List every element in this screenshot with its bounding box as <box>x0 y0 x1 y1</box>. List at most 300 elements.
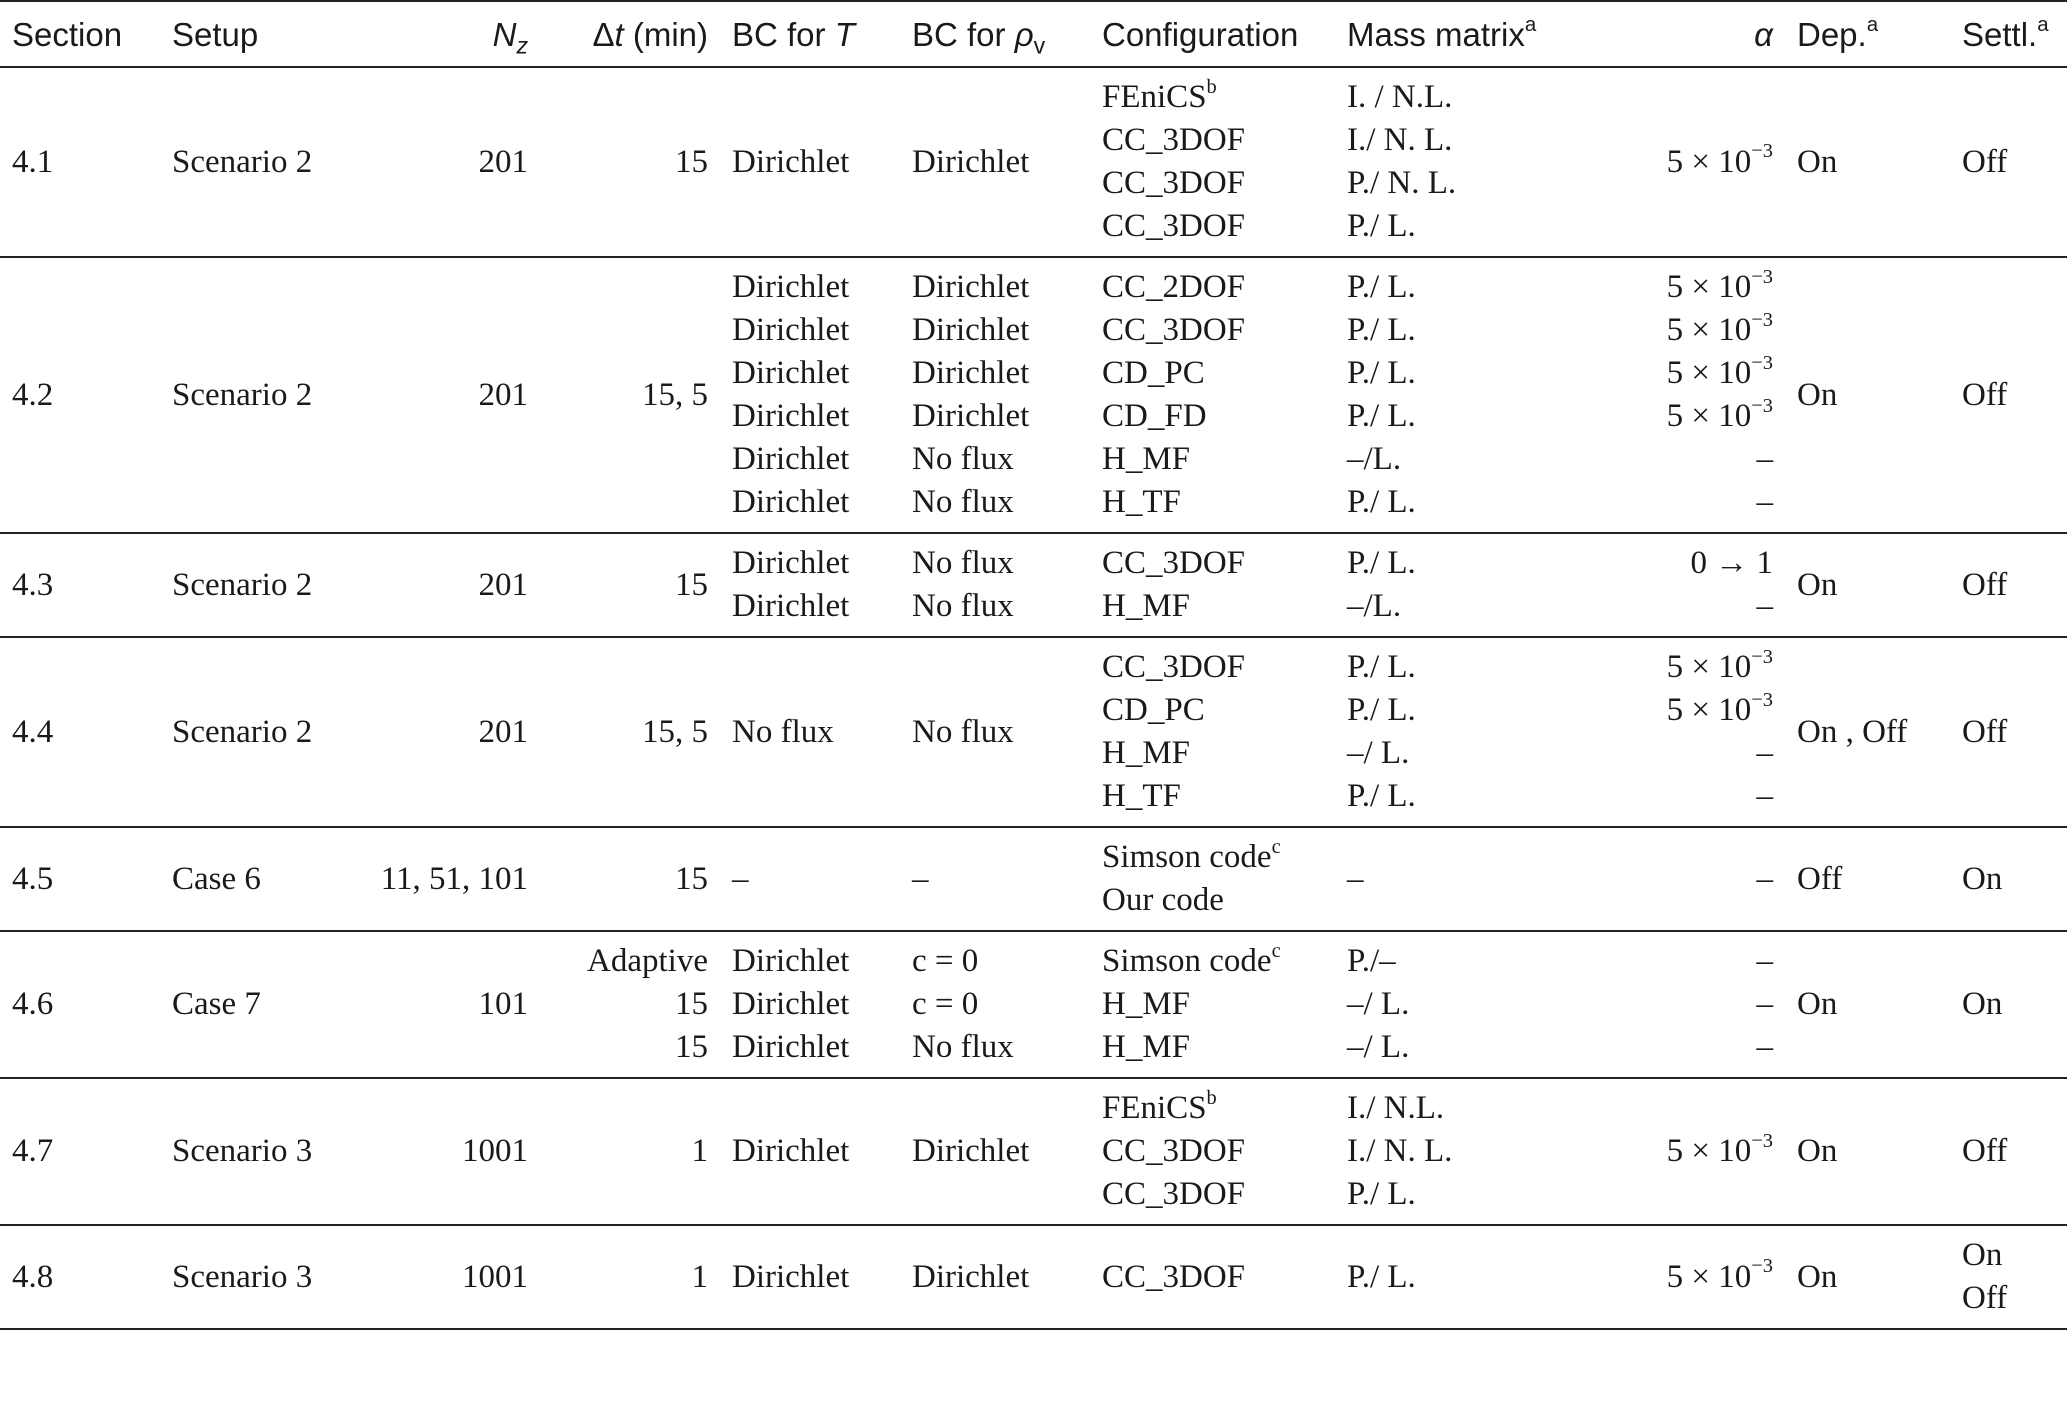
cell-nz <box>350 827 540 931</box>
configuration-value: CD_PC <box>1102 692 1205 728</box>
alpha-line <box>1552 352 1773 395</box>
bc-rho-value: Dirichlet <box>912 143 1030 180</box>
alpha-value: 5 × 10 <box>1666 649 1752 685</box>
header-settl-footnote: a <box>2037 13 2049 37</box>
header-mass-matrix <box>1335 1 1540 67</box>
mass-matrix-value: –/L. <box>1347 588 1402 624</box>
configuration-footnote: c <box>1271 939 1281 962</box>
alpha-value: 5 × 10 <box>1666 355 1752 391</box>
mass-matrix-value: P./ L. <box>1347 484 1416 520</box>
alpha-exponent: −3 <box>1751 645 1773 668</box>
configuration-value: CD_FD <box>1102 398 1207 434</box>
configuration-footnote: b <box>1206 75 1217 98</box>
mass-matrix-value: P./– <box>1347 943 1396 979</box>
header-bc-rho-var: ρ <box>1014 15 1034 53</box>
table-row <box>0 1225 2067 1329</box>
configuration-value: Simson code <box>1102 943 1272 979</box>
alpha-value: 5 × 10 <box>1666 312 1752 348</box>
cell-alpha <box>1540 533 1785 637</box>
cell-bc-rho <box>900 67 1090 257</box>
header-dt-delta: Δ <box>592 15 615 53</box>
bc-t-value: Dirichlet <box>732 441 850 477</box>
bc-rho-value: No flux <box>912 484 1014 520</box>
cell-section <box>0 931 160 1078</box>
configuration-line <box>1102 1026 1323 1069</box>
cell-setup <box>160 1225 350 1329</box>
mass-matrix-value: P./ L. <box>1347 269 1416 305</box>
cell-dep <box>1785 637 1950 827</box>
cell-section <box>0 1225 160 1329</box>
cell-alpha <box>1540 1225 1785 1329</box>
mass-matrix-value: I. / N.L. <box>1347 79 1453 115</box>
bc-rho-value: Dirichlet <box>912 398 1030 434</box>
configuration-line <box>1102 983 1323 1026</box>
header-bc-rho <box>900 1 1090 67</box>
bc-t-value: Dirichlet <box>732 1133 850 1169</box>
nz-value: 101 <box>478 986 528 1022</box>
alpha-line <box>1552 481 1773 524</box>
dt-value: 15 <box>675 1029 708 1065</box>
cell-bc-rho <box>900 827 1090 931</box>
cell-section <box>0 67 160 257</box>
header-dt <box>540 1 720 67</box>
setup-value: Scenario 3 <box>172 1133 313 1169</box>
alpha-line <box>1552 585 1773 628</box>
section-value: 4.8 <box>12 1258 54 1295</box>
header-nz-label: N <box>492 15 517 53</box>
cell-section <box>0 827 160 931</box>
header-setup <box>160 1 350 67</box>
configuration-line <box>1102 76 1323 119</box>
alpha-exponent: −3 <box>1751 394 1773 417</box>
nz-value: 201 <box>478 143 528 180</box>
cell-dt <box>540 1225 720 1329</box>
cell-setup <box>160 67 350 257</box>
bc-t-value: Dirichlet <box>732 398 850 434</box>
header-nz <box>350 1 540 67</box>
alpha-exponent: −3 <box>1751 1255 1773 1278</box>
cell-bc-rho <box>900 637 1090 827</box>
alpha-value: – <box>1756 1029 1773 1065</box>
mass-matrix-value: P./ L. <box>1347 398 1416 434</box>
cell-dt <box>540 827 720 931</box>
header-bc-rho-subscript: v <box>1033 32 1046 59</box>
alpha-exponent: −3 <box>1751 308 1773 331</box>
bc-rho-value: Dirichlet <box>912 1258 1030 1295</box>
cell-nz <box>350 257 540 533</box>
header-alpha-label: α <box>1754 15 1773 53</box>
mass-matrix-value: P./ L. <box>1347 312 1416 348</box>
settl-value: Off <box>1962 143 2008 180</box>
bc-rho-value: No flux <box>912 713 1014 750</box>
header-bc-t <box>720 1 900 67</box>
cell-dt <box>540 67 720 257</box>
configuration-line <box>1102 1173 1323 1216</box>
dep-value: Off <box>1797 860 1843 897</box>
mass-matrix-value: –/L. <box>1347 441 1402 477</box>
configuration-value: Our code <box>1102 882 1224 918</box>
configuration-value: CC_3DOF <box>1102 1133 1246 1169</box>
mass-matrix-value: P./ L. <box>1347 778 1416 814</box>
cell-settl <box>1950 533 2067 637</box>
alpha-line <box>1552 309 1773 352</box>
bc-t-value: – <box>732 860 749 897</box>
setup-value: Scenario 2 <box>172 143 313 180</box>
cell-bc-rho <box>900 1225 1090 1329</box>
cell-configuration <box>1090 1078 1335 1225</box>
bc-t-value: No flux <box>732 713 834 750</box>
configuration-value: H_MF <box>1102 441 1191 477</box>
configuration-line <box>1102 481 1323 524</box>
cell-alpha <box>1540 1078 1785 1225</box>
alpha-line <box>1552 1256 1773 1299</box>
configuration-line <box>1102 352 1323 395</box>
configuration-value: H_MF <box>1102 986 1191 1022</box>
bc-rho-value: No flux <box>912 588 1014 624</box>
settl-value: On <box>1962 1237 2003 1273</box>
alpha-line <box>1552 940 1773 983</box>
alpha-value: – <box>1756 778 1773 814</box>
alpha-line <box>1552 983 1773 1026</box>
cell-alpha <box>1540 67 1785 257</box>
configuration-line <box>1102 309 1323 352</box>
cell-section <box>0 533 160 637</box>
cell-mass-matrix <box>1335 533 1540 637</box>
bc-t-value: Dirichlet <box>732 545 850 581</box>
bc-rho-value: No flux <box>912 545 1014 581</box>
configuration-value: H_MF <box>1102 588 1191 624</box>
table-header <box>0 1 2067 67</box>
cell-configuration <box>1090 827 1335 931</box>
alpha-exponent: −3 <box>1751 140 1773 163</box>
cell-dt <box>540 257 720 533</box>
configuration-value: H_TF <box>1102 778 1181 814</box>
settl-value: Off <box>1962 1280 2008 1316</box>
cell-settl <box>1950 67 2067 257</box>
bc-rho-value: Dirichlet <box>912 355 1030 391</box>
cell-mass-matrix <box>1335 827 1540 931</box>
nz-value: 11, 51, 101 <box>380 860 528 897</box>
configuration-line <box>1102 162 1323 205</box>
mass-matrix-value: –/ L. <box>1347 986 1410 1022</box>
settl-value: On <box>1962 860 2003 897</box>
cell-nz <box>350 67 540 257</box>
cell-bc-rho <box>900 257 1090 533</box>
cell-configuration <box>1090 637 1335 827</box>
alpha-line <box>1552 1026 1773 1069</box>
configuration-value: CC_3DOF <box>1102 545 1246 581</box>
alpha-exponent: −3 <box>1751 688 1773 711</box>
cell-bc-t <box>720 67 900 257</box>
header-bc-rho-label: BC for <box>912 15 1015 53</box>
cell-mass-matrix <box>1335 257 1540 533</box>
setup-value: Case 6 <box>172 860 261 897</box>
settl-value: On <box>1962 986 2003 1022</box>
alpha-value: – <box>1756 860 1773 897</box>
mass-matrix-value: P./ L. <box>1347 692 1416 728</box>
bc-t-value: Dirichlet <box>732 1029 850 1065</box>
cell-settl <box>1950 257 2067 533</box>
alpha-value: 5 × 10 <box>1666 692 1752 728</box>
cell-configuration <box>1090 257 1335 533</box>
header-alpha <box>1540 1 1785 67</box>
configuration-line <box>1102 585 1323 628</box>
configuration-line <box>1102 689 1323 732</box>
bc-rho-value: – <box>912 860 929 897</box>
setup-value: Scenario 2 <box>172 713 313 750</box>
dt-value: 1 <box>691 1133 708 1169</box>
alpha-value: – <box>1756 441 1773 477</box>
configuration-value: H_TF <box>1102 484 1181 520</box>
cell-bc-rho <box>900 1078 1090 1225</box>
bc-rho-value: Dirichlet <box>912 269 1030 305</box>
dt-value: 15 <box>675 860 708 897</box>
configuration-value: CC_3DOF <box>1102 312 1246 348</box>
mass-matrix-value: P./ L. <box>1347 208 1416 244</box>
configuration-line <box>1102 542 1323 585</box>
header-dt-unit: (min) <box>623 15 708 53</box>
dt-value: 15 <box>675 566 708 603</box>
configuration-value: FEniCS <box>1102 1090 1207 1126</box>
cell-setup <box>160 637 350 827</box>
configuration-line <box>1102 205 1323 248</box>
cell-setup <box>160 931 350 1078</box>
bc-t-value: Dirichlet <box>732 312 850 348</box>
alpha-value: – <box>1756 943 1773 979</box>
settl-value: Off <box>1962 376 2008 413</box>
cell-section <box>0 257 160 533</box>
bc-rho-value: No flux <box>912 1029 1014 1065</box>
dt-value: 1 <box>691 1258 708 1295</box>
header-section <box>0 1 160 67</box>
setup-value: Scenario 2 <box>172 566 313 603</box>
alpha-exponent: −3 <box>1751 265 1773 288</box>
alpha-exponent: −3 <box>1751 351 1773 374</box>
alpha-line <box>1552 395 1773 438</box>
cell-dt <box>540 931 720 1078</box>
cell-alpha <box>1540 637 1785 827</box>
mass-matrix-value: P./ N. L. <box>1347 165 1457 201</box>
configuration-value: H_MF <box>1102 735 1191 771</box>
cell-dep <box>1785 257 1950 533</box>
alpha-value: 5 × 10 <box>1666 1258 1752 1295</box>
header-configuration-label: Configuration <box>1102 15 1299 53</box>
cell-mass-matrix <box>1335 67 1540 257</box>
bc-t-value: Dirichlet <box>732 588 850 624</box>
table-row <box>0 67 2067 257</box>
header-settl-label: Settl. <box>1962 15 2038 53</box>
cell-settl <box>1950 1225 2067 1329</box>
mass-matrix-value: –/ L. <box>1347 735 1410 771</box>
dt-value: 15 <box>675 986 708 1022</box>
cell-mass-matrix <box>1335 1078 1540 1225</box>
alpha-value: – <box>1756 986 1773 1022</box>
table-row <box>0 637 2067 827</box>
configuration-value: H_MF <box>1102 1029 1191 1065</box>
mass-matrix-value: I./ N.L. <box>1347 1090 1445 1126</box>
header-setup-label: Setup <box>172 15 259 53</box>
cell-dep <box>1785 1225 1950 1329</box>
nz-value: 201 <box>478 713 528 750</box>
configuration-line <box>1102 940 1323 983</box>
bc-t-value: Dirichlet <box>732 1258 850 1295</box>
cell-alpha <box>1540 827 1785 931</box>
mass-matrix-value: P./ L. <box>1347 649 1416 685</box>
alpha-exponent: −3 <box>1751 1129 1773 1152</box>
setup-value: Scenario 3 <box>172 1258 313 1295</box>
cell-configuration <box>1090 533 1335 637</box>
nz-value: 201 <box>478 566 528 603</box>
configuration-value: FEniCS <box>1102 79 1207 115</box>
header-dt-var: t <box>614 15 624 53</box>
dep-value: On <box>1797 1258 1838 1295</box>
bc-t-value: Dirichlet <box>732 943 850 979</box>
cell-bc-t <box>720 533 900 637</box>
table-row <box>0 533 2067 637</box>
alpha-line <box>1552 438 1773 481</box>
configuration-line <box>1102 879 1323 922</box>
cell-mass-matrix <box>1335 931 1540 1078</box>
cell-dt <box>540 1078 720 1225</box>
header-bc-t-label: BC for <box>732 15 835 53</box>
dt-value: 15, 5 <box>642 376 708 413</box>
mass-matrix-value: P./ L. <box>1347 355 1416 391</box>
configuration-footnote: c <box>1271 835 1281 858</box>
bc-rho-value: c = 0 <box>912 986 979 1022</box>
setup-value: Scenario 2 <box>172 376 313 413</box>
alpha-value: 5 × 10 <box>1666 143 1752 180</box>
header-dep-label: Dep. <box>1797 15 1867 53</box>
mass-matrix-value: P./ L. <box>1347 1258 1416 1295</box>
configuration-value: CC_2DOF <box>1102 269 1246 305</box>
cell-settl <box>1950 1078 2067 1225</box>
alpha-value: 0 → 1 <box>1690 545 1773 581</box>
settl-value: Off <box>1962 1133 2008 1169</box>
alpha-line <box>1552 732 1773 775</box>
section-value: 4.4 <box>12 713 54 750</box>
cell-configuration <box>1090 931 1335 1078</box>
section-value: 4.1 <box>12 143 54 180</box>
cell-dep <box>1785 533 1950 637</box>
dep-value: On <box>1797 566 1838 603</box>
bc-t-value: Dirichlet <box>732 269 850 305</box>
configuration-value: CC_3DOF <box>1102 208 1246 244</box>
configuration-line <box>1102 1256 1323 1299</box>
alpha-line <box>1552 542 1773 585</box>
bc-rho-value: No flux <box>912 441 1014 477</box>
section-value: 4.3 <box>12 566 54 603</box>
cell-section <box>0 637 160 827</box>
bc-rho-value: Dirichlet <box>912 312 1030 348</box>
cell-settl <box>1950 637 2067 827</box>
cell-nz <box>350 637 540 827</box>
alpha-value: 5 × 10 <box>1666 1133 1752 1169</box>
bc-t-value: Dirichlet <box>732 143 850 180</box>
dt-value: 15 <box>675 143 708 180</box>
table-row <box>0 931 2067 1078</box>
cell-nz <box>350 533 540 637</box>
cell-bc-t <box>720 931 900 1078</box>
mass-matrix-value: I./ N. L. <box>1347 122 1453 158</box>
alpha-line <box>1552 646 1773 689</box>
table-body <box>0 67 2067 1329</box>
configuration-line <box>1102 732 1323 775</box>
alpha-line <box>1552 1130 1773 1173</box>
cell-dep <box>1785 827 1950 931</box>
cell-mass-matrix <box>1335 1225 1540 1329</box>
mass-matrix-value: – <box>1347 860 1364 897</box>
header-settl <box>1950 1 2067 67</box>
bc-t-value: Dirichlet <box>732 484 850 520</box>
cell-section <box>0 1078 160 1225</box>
nz-value: 201 <box>478 376 528 413</box>
header-configuration <box>1090 1 1335 67</box>
alpha-value: – <box>1756 735 1773 771</box>
alpha-line <box>1552 775 1773 818</box>
configuration-line <box>1102 438 1323 481</box>
configuration-value: CC_3DOF <box>1102 122 1246 158</box>
header-mass-matrix-footnote: a <box>1524 13 1537 37</box>
cell-settl <box>1950 827 2067 931</box>
cell-bc-t <box>720 1225 900 1329</box>
configuration-line <box>1102 1130 1323 1173</box>
section-value: 4.2 <box>12 376 54 413</box>
cell-alpha <box>1540 257 1785 533</box>
cell-alpha <box>1540 931 1785 1078</box>
section-value: 4.5 <box>12 860 54 897</box>
cell-bc-t <box>720 1078 900 1225</box>
cell-bc-t <box>720 827 900 931</box>
cell-setup <box>160 1078 350 1225</box>
mass-matrix-value: P./ L. <box>1347 545 1416 581</box>
cell-nz <box>350 931 540 1078</box>
section-value: 4.6 <box>12 986 54 1022</box>
dt-value: 15, 5 <box>642 713 708 750</box>
header-bc-t-var: T <box>834 15 855 53</box>
configuration-line <box>1102 119 1323 162</box>
header-dep <box>1785 1 1950 67</box>
configuration-line <box>1102 646 1323 689</box>
bc-rho-value: c = 0 <box>912 943 979 979</box>
header-nz-subscript: z <box>516 32 528 59</box>
cell-dep <box>1785 931 1950 1078</box>
cell-mass-matrix <box>1335 637 1540 827</box>
cell-setup <box>160 827 350 931</box>
dep-value: On <box>1797 143 1838 180</box>
alpha-line <box>1552 689 1773 732</box>
dep-value: On , Off <box>1797 713 1908 750</box>
table-row <box>0 257 2067 533</box>
cell-configuration <box>1090 67 1335 257</box>
mass-matrix-value: P./ L. <box>1347 1176 1416 1212</box>
cell-nz <box>350 1078 540 1225</box>
bc-t-value: Dirichlet <box>732 986 850 1022</box>
section-value: 4.7 <box>12 1133 54 1169</box>
configuration-value: CC_3DOF <box>1102 1176 1246 1212</box>
configuration-value: CC_3DOF <box>1102 1258 1246 1295</box>
dt-value: Adaptive <box>587 943 708 979</box>
cell-bc-rho <box>900 931 1090 1078</box>
bc-rho-value: Dirichlet <box>912 1133 1030 1169</box>
configuration-footnote: b <box>1206 1086 1217 1109</box>
nz-value: 1001 <box>462 1133 528 1169</box>
cell-settl <box>1950 931 2067 1078</box>
cell-dt <box>540 533 720 637</box>
header-section-label: Section <box>12 15 123 53</box>
cell-setup <box>160 257 350 533</box>
configuration-line <box>1102 836 1323 879</box>
dep-value: On <box>1797 376 1838 413</box>
